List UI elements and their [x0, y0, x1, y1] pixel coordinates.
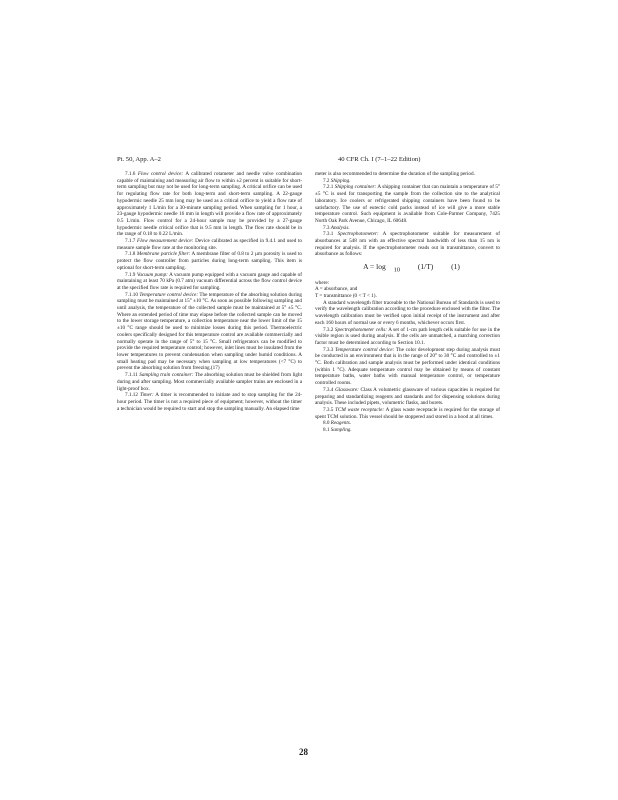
paragraph: 7.1.6 Flow control device: A calibrated rotameter and needle valve combination capable of maintaining and measuring air flow to within ±2 percent is suitable for short-term sampling but may not be used for long-term sampling. A critical orifice can be used for regulating flow rate for both long-term and short-term sampling. A 22-gauge hypodermic needle 25 mm long may be used as a critical orifice to yield a flow rate of approximately 1 L/min for a 30-minute sampling period. When sampling for 1 hour, a 23-gauge hypodermic needle 16 mm in length will provide a flow rate of approximately 0.5 L/min. Flow control for a 24-hour sample may be provided by a 27-gauge hypodermic needle critical orifice that is 9.5 mm in length. The flow rate should be in the range of 0.18 to 0.22 L/min.: [117, 171, 302, 238]
paragraph: A standard wavelength filter traceable to the National Bureau of Standards is used to verify the wavelength calibration according to the procedure enclosed with the filter. The wavelength calibration must be verified upon initial receipt of the instrument and after each 160 hours of normal use or every 6 months, whichever occurs first.: [315, 299, 500, 326]
paragraph: 7.3.4 Glassware: Class A volumetric glassware of various capacities is required for preparing and standardizing reagents and standards and for dispensing solutions during analysis. These included pipets, volumetric flasks, and burets.: [315, 386, 501, 407]
section-heading: 8.1 Sampling.: [323, 427, 352, 434]
paragraph: 7.3.2 Spectrophotometer cells: A set of 1-cm path length cells suitable for use in the visible region is used during analysis. If the cells are unmatched, a matching correction factor must be determined according to Section 10.1.: [315, 326, 501, 346]
paragraph: 7.1.8 Membrane particle filter: A membrane filter of 0.8 to 2 µm porosity is used to protect the flow controller from particles during long-term sampling. This item is optional for short-term sampling.: [117, 251, 303, 271]
left-column: [117, 171, 302, 412]
paragraph: 7.3.1 Spectrophotometer: A spectrophotometer suitable for measurement of absorbances at 548 nm with an effective spectral bandwidth of less than 15 nm is required for analysis. If the spectrophotometer reads out in transmittance, convert to absorbance as follows:: [315, 231, 501, 258]
section-heading: 7.2 Shipping.: [323, 177, 351, 184]
paragraph-continued: meter is also recommended to determine the duration of the sampling period.: [315, 171, 475, 177]
running-head-left: Pt. 50, App. A–2: [117, 156, 161, 163]
where-definition: T = transmittance (0 < T < 1).: [315, 293, 377, 300]
absorbance-equation: A = log $_{10}$ (1/T) (1): [363, 262, 460, 274]
paragraph: 7.2.1 Shipping container: A shipping container that can maintain a temperature of 5° ±5 °C is used for transporting the sample from the collection site to the analytical laboratory. Ice coolers or refrigerated shipping containers have been found to be satisfactory. The use of eutectic cold packs instead of ice will give a more stable temperature control. Such equipment is available from Cole-Parmer Company, 7425 North Oak Park Avenue, Chicago, IL 60648.: [315, 184, 501, 224]
paragraph: 7.1.7 Flow measurement device: Device calibrated as specified in 9.4.1 and used to measure sample flow rate at the monitoring site.: [117, 238, 302, 251]
where-label: where:: [315, 279, 330, 286]
page-number: 28: [299, 747, 308, 757]
right-column: [315, 171, 500, 434]
paragraph: 7.1.9 Vacuum pump: A vacuum pump equipped with a vacuum gauge and capable of maintaining at least 70 kPa (0.7 atm) vacuum differential across the flow control device at the specified flow rate is required for sampling.: [117, 271, 302, 291]
paragraph: 7.1.12 Timer: A timer is recommended to initiate and to stop sampling for the 24-hour period. The timer is not a required piece of equipment; however, without the timer a technician would be required to start and stop the sampling manually. An elapsed time: [117, 392, 303, 412]
paragraph: 7.3.3 Temperature control device: The color development step during analysis must be conducted in an environment that is in the range of 20° to 30 °C and controlled to ±1 °C. Both calibration and sample analysis must be performed under identical conditions (within 1 °C). Adequate temperature control may be obtained by means of constant temperature baths, water baths with manual temperature control, or temperature controlled rooms.: [315, 346, 501, 387]
paragraph: 7.1.11 Sampling train container: The absorbing solution must be shielded from light during and after sampling. Most commercially available sampler trains are enclosed in a light-proof box.: [117, 372, 303, 392]
section-heading: 8.0 Reagents.: [323, 420, 352, 427]
paragraph: 7.3.5 TCM waste receptacle: A glass waste receptacle is required for the storage of spent TCM solution. This vessel should be stoppered and stored in a hood at all times.: [315, 407, 501, 420]
section-heading: 7.3 Analysis.: [323, 224, 350, 231]
where-definition: A = absorbance, and: [315, 286, 358, 293]
running-head-right: 40 CFR Ch. I (7–1–22 Edition): [338, 156, 421, 163]
paragraph: 7.1.10 Temperature control device: The temperature of the absorbing solution during sampling must be maintained at 15° ±10 °C. As soon as possible following sampling and until analysis, the temperature of the collected sample must be maintained at 5° ±5 °C. Where an extended period of time may elapse before the collected sample can be moved to the lower storage temperature, a collection temperature near the lower limit of the 15 ±10 °C range should be used to minimize losses during this period. Thermoelectric coolers specifically designed for this temperature control are available commercially and normally operate in the range of 5° to 15 °C. Small refrigerators can be modified to provide the required temperature control; however, inlet lines must be insulated from the lower temperatures to prevent condensation when sampling under humid conditions. A small heating pad may be necessary when sampling at low temperatures (<7 °C) to prevent the absorbing solution from freezing.(17): [117, 291, 303, 372]
